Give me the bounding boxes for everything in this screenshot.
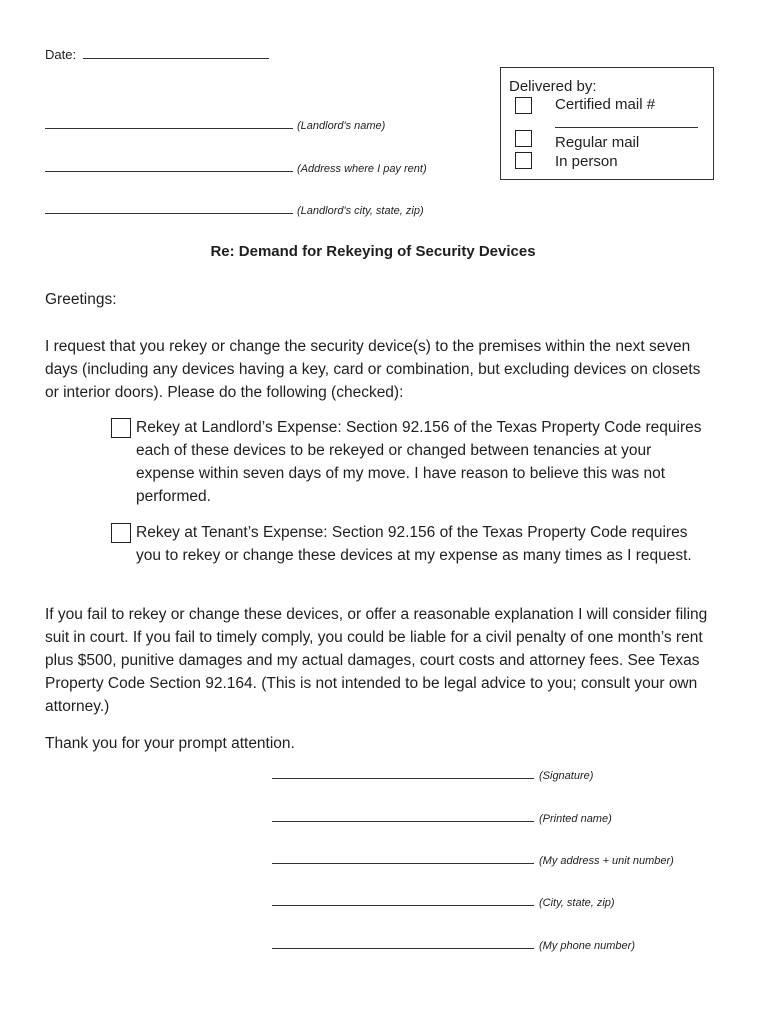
tenant-address-field[interactable] xyxy=(272,854,674,867)
certified-mail-number-blank[interactable] xyxy=(555,127,698,128)
phone-field[interactable] xyxy=(272,939,635,952)
landlord-address-field[interactable] xyxy=(45,160,427,175)
option-landlord-expense xyxy=(111,416,711,508)
tenant-expense-text: Rekey at Tenant’s Expense: Section 92.156 of the Texas Property Code requires you to rekey or change these devices at my expense as many times as I request. xyxy=(136,524,692,564)
phone-blank[interactable] xyxy=(272,939,534,949)
printed-name-hint: (Printed name) xyxy=(539,813,612,825)
date-label: Date: xyxy=(45,47,77,62)
landlord-expense-checkbox[interactable] xyxy=(111,418,131,438)
tenant-address-blank[interactable] xyxy=(272,854,534,864)
phone-hint: (My phone number) xyxy=(539,940,635,952)
option-tenant-expense xyxy=(111,521,711,567)
landlord-city-hint: (Landlord's city, state, zip) xyxy=(297,205,424,217)
delivery-method-box xyxy=(500,67,714,180)
tenant-address-hint: (My address + unit number) xyxy=(539,855,674,867)
in-person-label: In person xyxy=(555,153,618,170)
date-field[interactable] xyxy=(45,47,269,62)
in-person-checkbox[interactable] xyxy=(515,152,532,169)
tenant-city-hint: (City, state, zip) xyxy=(539,897,615,909)
landlord-city-field[interactable] xyxy=(45,202,424,217)
closing-line: Thank you for your prompt attention. xyxy=(45,735,295,752)
regular-mail-checkbox[interactable] xyxy=(515,130,532,147)
landlord-address-hint: (Address where I pay rent) xyxy=(297,163,427,175)
signature-field[interactable] xyxy=(272,769,593,782)
landlord-expense-text: Rekey at Landlord’s Expense: Section 92.156 of the Texas Property Code requires each of these devices to be rekeyed or changed between tenancies at your expense within seven days of my move. I have reason to believe this was not performed. xyxy=(136,419,702,505)
warning-paragraph: If you fail to rekey or change these devices, or offer a reasonable explanation I will consider filing suit in court. If you fail to timely comply, you could be liable for a civil penalty of one month’s rent plus $500, punitive damages and my actual damages, court costs and attorney fees. See Texas Property Code Section 92.164. (This is not intended to be legal advice to you; consult your own attorney.) xyxy=(45,606,708,715)
tenant-expense-checkbox[interactable] xyxy=(111,523,131,543)
landlord-name-hint: (Landlord's name) xyxy=(297,120,386,132)
printed-name-field[interactable] xyxy=(272,812,612,825)
request-paragraph: I request that you rekey or change the security device(s) to the premises within the next seven days (including any devices having a key, card or combination, but excluding devices on closets or interior doors). Please do the following (checked): xyxy=(45,338,701,401)
tenant-city-field[interactable] xyxy=(272,896,615,909)
regular-mail-label: Regular mail xyxy=(555,134,640,151)
signature-hint: (Signature) xyxy=(539,770,594,782)
landlord-name-blank[interactable] xyxy=(45,117,293,129)
printed-name-blank[interactable] xyxy=(272,812,534,822)
date-blank[interactable] xyxy=(83,48,269,59)
signature-blank[interactable] xyxy=(272,769,534,779)
landlord-address-blank[interactable] xyxy=(45,160,293,172)
certified-mail-checkbox[interactable] xyxy=(515,97,532,114)
delivery-title: Delivered by: xyxy=(509,78,597,95)
tenant-city-blank[interactable] xyxy=(272,896,534,906)
landlord-name-field[interactable] xyxy=(45,117,385,132)
greeting: Greetings: xyxy=(45,291,117,308)
landlord-city-blank[interactable] xyxy=(45,202,293,214)
letter-heading: Re: Demand for Rekeying of Security Devices xyxy=(210,243,536,260)
certified-mail-label: Certified mail # xyxy=(555,96,656,113)
